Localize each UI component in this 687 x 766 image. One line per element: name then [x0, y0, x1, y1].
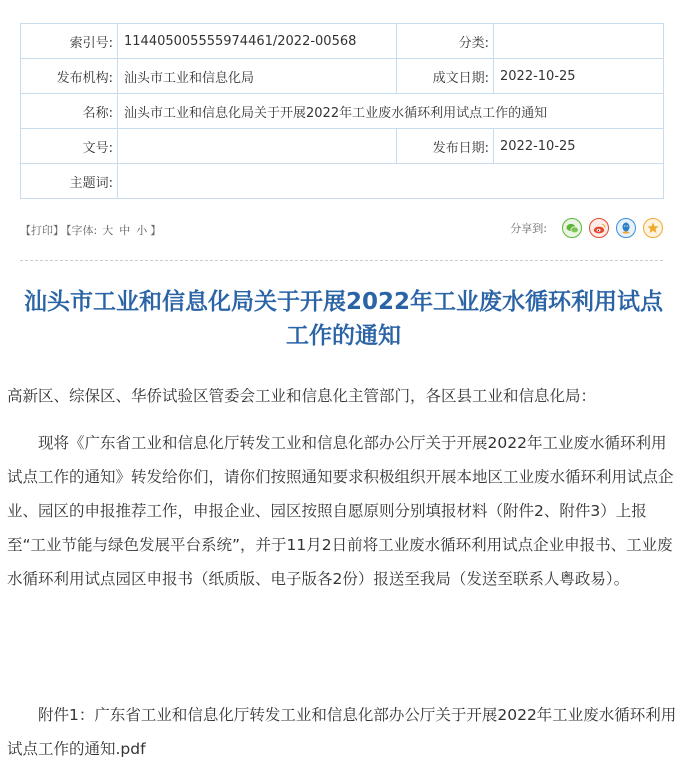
doc-no-label: 文号:: [21, 129, 118, 164]
font-size-label: 【字体:: [66, 224, 98, 237]
publish-date-value: 2022-10-25: [494, 129, 664, 164]
wechat-icon[interactable]: [562, 218, 582, 238]
article-toolbar: [20, 215, 663, 245]
share-bar: [510, 218, 663, 238]
index-label: 索引号:: [21, 24, 118, 59]
keywords-label: 主题词:: [21, 164, 118, 199]
keywords-value: [118, 164, 664, 199]
salutation: 高新区、综保区、华侨试验区管委会工业和信息化主管部门，各区县工业和信息化局：: [7, 387, 597, 405]
attachment-link[interactable]: 附件1：广东省工业和信息化厅转发工业和信息化部办公厅关于开展2022年工业废水循环利用试点工作的通知.pdf: [7, 706, 677, 758]
tools-left: [20, 222, 163, 238]
name-label: 名称:: [21, 94, 118, 129]
meta-row-index: [21, 24, 664, 59]
name-value: 汕头市工业和信息化局关于开展2022年工业废水循环利用试点工作的通知: [118, 94, 664, 129]
body-paragraph: 现将《广东省工业和信息化厅转发工业和信息化部办公厅关于开展2022年工业废水循环利用试点工作的通知》转发给你们，请你们按照通知要求积极组织开展本地区工业废水循环利用试点企业、园区的申报推荐工作，申报企业、园区按照自愿原则分别填报材料（附件2、附件3）上报至“工业节能与绿色发展平台系统”，并于11月2日前将工业废水循环利用试点企业申报书、工业废水循环利用试点园区申报书（纸质版、电子版各2份）报送至我局（发送至联系人粤政易）。: [7, 434, 674, 588]
weibo-icon[interactable]: [589, 218, 609, 238]
publish-date-label: 发布日期:: [397, 129, 494, 164]
written-date-value: 2022-10-25: [494, 59, 664, 94]
meta-row-name: [21, 94, 664, 129]
document-metadata-table: [20, 23, 664, 199]
written-date-label: 成文日期:: [397, 59, 494, 94]
meta-row-doc-no: [21, 129, 664, 164]
qq-icon[interactable]: [616, 218, 636, 238]
dashed-divider: [20, 260, 663, 261]
qzone-icon[interactable]: [643, 218, 663, 238]
print-link[interactable]: 【打印】: [20, 224, 64, 237]
doc-no-value: [118, 129, 397, 164]
share-label: 分享到:: [510, 222, 547, 235]
publisher-label: 发布机构:: [21, 59, 118, 94]
meta-row-keywords: [21, 164, 664, 199]
font-size-close: 】: [150, 224, 162, 237]
category-value: [494, 24, 664, 59]
font-size-medium[interactable]: 中: [119, 224, 131, 237]
category-label: 分类:: [397, 24, 494, 59]
article-title: 汕头市工业和信息化局关于开展2022年工业废水循环利用试点工作的通知: [23, 289, 663, 349]
font-size-large[interactable]: 大: [102, 224, 114, 237]
publisher-value: 汕头市工业和信息化局: [118, 59, 397, 94]
meta-row-publisher: [21, 59, 664, 94]
index-value: 114405005555974461/2022-00568: [118, 24, 397, 59]
font-size-small[interactable]: 小: [136, 224, 148, 237]
